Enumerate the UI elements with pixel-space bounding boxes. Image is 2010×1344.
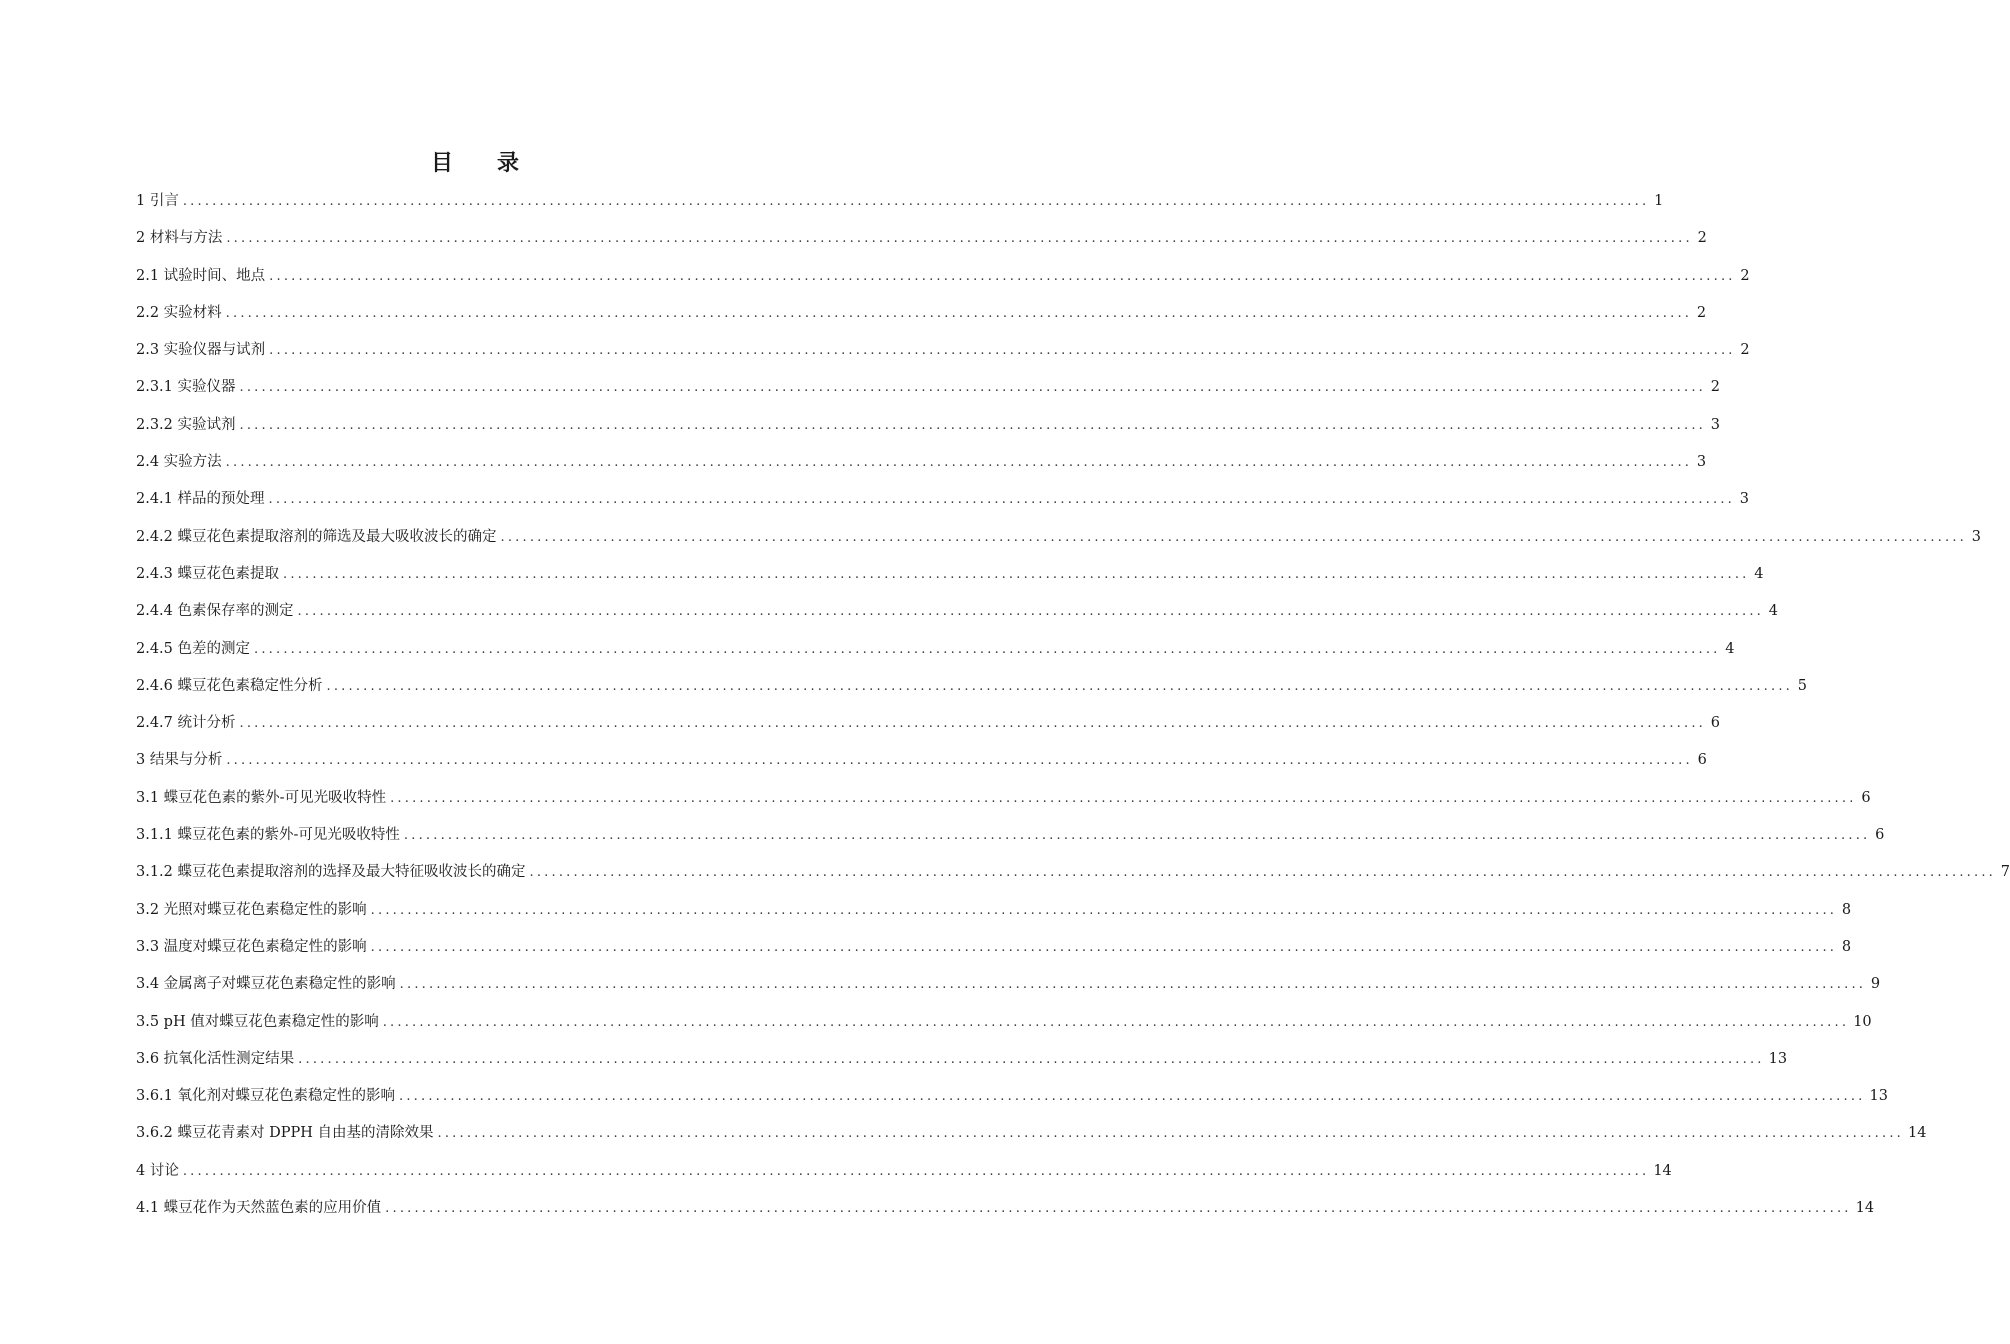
toc-entry[interactable] bbox=[136, 302, 1707, 339]
toc-entry-label: 2.4.3 蝶豆花色素提取 bbox=[136, 565, 280, 582]
toc-dot-leader: ........................................................................................................................................................................................................ bbox=[298, 1051, 1765, 1067]
toc-entry-label: 3.6.2 蝶豆花青素对 DPPH 自由基的清除效果 bbox=[136, 1125, 434, 1142]
toc-entry-label: 2.3.1 实验仪器 bbox=[136, 379, 236, 396]
toc-dot-leader: ........................................................................................................................................................................................................ bbox=[239, 716, 1706, 732]
toc-entry-page-number: 14 bbox=[1907, 1125, 1927, 1142]
toc-entry-page-number: 7 bbox=[2000, 864, 2010, 881]
toc-dot-leader: ........................................................................................................................................................................................................ bbox=[239, 380, 1706, 396]
toc-entry-label: 3.2 光照对蝶豆花色素稳定性的影响 bbox=[136, 901, 367, 918]
toc-entry-label: 2.1 试验时间、地点 bbox=[136, 267, 266, 284]
toc-entry-page-number: 14 bbox=[1653, 1162, 1672, 1179]
toc-dot-leader: ........................................................................................................................................................................................................ bbox=[254, 641, 1721, 657]
toc-dot-leader: ........................................................................................................................................................................................................ bbox=[326, 678, 1793, 694]
toc-entry[interactable] bbox=[136, 563, 1764, 600]
toc-entry-page-number: 6 bbox=[1861, 789, 1871, 806]
toc-entry-label: 3.1.2 蝶豆花色素提取溶剂的选择及最大特征吸收波长的确定 bbox=[136, 864, 526, 881]
toc-dot-leader: ........................................................................................................................................................................................................ bbox=[403, 828, 1871, 844]
table-of-contents bbox=[136, 190, 2010, 1234]
toc-entry[interactable] bbox=[136, 526, 1981, 563]
toc-entry-page-number: 5 bbox=[1797, 677, 1807, 694]
toc-entry-page-number: 4 bbox=[1725, 640, 1735, 657]
toc-entry-page-number: 14 bbox=[1855, 1200, 1875, 1217]
toc-entry[interactable] bbox=[136, 749, 1707, 786]
toc-entry[interactable] bbox=[136, 190, 1664, 227]
toc-entry-page-number: 10 bbox=[1853, 1013, 1872, 1030]
toc-entry-label: 2.4.1 样品的预处理 bbox=[136, 491, 265, 508]
toc-entry-page-number: 4 bbox=[1768, 603, 1778, 620]
toc-entry[interactable] bbox=[136, 787, 1871, 824]
toc-entry-label: 3.6.1 氧化剂对蝶豆花色素稳定性的影响 bbox=[136, 1088, 396, 1105]
toc-entry[interactable] bbox=[136, 414, 1720, 451]
toc-dot-leader: ........................................................................................................................................................................................................ bbox=[390, 790, 1857, 806]
toc-entry[interactable] bbox=[136, 1197, 1875, 1234]
toc-entry[interactable] bbox=[136, 451, 1707, 488]
toc-entry-label: 2 材料与方法 bbox=[136, 230, 223, 247]
toc-entry-label: 2.4.2 蝶豆花色素提取溶剂的筛选及最大吸收波长的确定 bbox=[136, 528, 497, 545]
toc-dot-leader: ........................................................................................................................................................................................................ bbox=[399, 1089, 1866, 1105]
toc-entry-label: 2.4 实验方法 bbox=[136, 454, 222, 471]
toc-entry-label: 3.3 温度对蝶豆花色素稳定性的影响 bbox=[136, 938, 367, 955]
toc-entry-page-number: 1 bbox=[1654, 193, 1664, 209]
toc-entry-label: 2.4.7 统计分析 bbox=[136, 715, 236, 732]
toc-entry-label: 4.1 蝶豆花作为天然蓝色素的应用价值 bbox=[136, 1200, 382, 1217]
toc-entry-page-number: 2 bbox=[1710, 379, 1720, 396]
toc-entry[interactable] bbox=[136, 227, 1707, 264]
toc-entry-page-number: 13 bbox=[1869, 1088, 1888, 1105]
toc-entry-page-number: 4 bbox=[1754, 565, 1764, 582]
toc-entry-page-number: 2 bbox=[1696, 304, 1707, 321]
toc-entry-page-number: 6 bbox=[1875, 827, 1885, 844]
toc-dot-leader: ........................................................................................................................................................................................................ bbox=[382, 1014, 1850, 1030]
toc-entry-label: 3.4 金属离子对蝶豆花色素稳定性的影响 bbox=[136, 976, 396, 993]
toc-entry-page-number: 9 bbox=[1870, 976, 1881, 993]
toc-entry-label: 2.3.2 实验试剂 bbox=[136, 416, 236, 433]
toc-entry[interactable] bbox=[136, 638, 1735, 675]
toc-entry-label: 3.5 pH 值对蝶豆花色素稳定性的影响 bbox=[136, 1013, 379, 1030]
toc-entry-label: 3.1.1 蝶豆花色素的紫外-可见光吸收特性 bbox=[136, 827, 400, 844]
toc-entry[interactable] bbox=[136, 1085, 1888, 1122]
toc-entry-page-number: 6 bbox=[1710, 715, 1720, 732]
toc-dot-leader: ........................................................................................................................................................................................................ bbox=[182, 1163, 1650, 1179]
toc-entry[interactable] bbox=[136, 1048, 1788, 1085]
toc-entry-page-number: 8 bbox=[1841, 901, 1852, 918]
toc-entry-label: 2.3 实验仪器与试剂 bbox=[136, 342, 266, 359]
toc-dot-leader: ........................................................................................................................................................................................................ bbox=[385, 1201, 1852, 1217]
toc-entry-page-number: 2 bbox=[1740, 342, 1750, 359]
toc-dot-leader: ........................................................................................................................................................................................................ bbox=[437, 1126, 1904, 1142]
toc-entry-label: 4 讨论 bbox=[136, 1162, 179, 1179]
toc-dot-leader: ........................................................................................................................................................................................................ bbox=[268, 492, 1735, 508]
toc-title-char-2: 录 bbox=[497, 151, 520, 176]
toc-dot-leader: ........................................................................................................................................................................................................ bbox=[225, 305, 1693, 321]
toc-dot-leader: ........................................................................................................................................................................................................ bbox=[370, 939, 1838, 955]
toc-entry-page-number: 13 bbox=[1768, 1050, 1788, 1067]
toc-entry[interactable] bbox=[136, 1160, 1672, 1197]
toc-entry-label: 2.4.6 蝶豆花色素稳定性分析 bbox=[136, 677, 323, 694]
toc-entry[interactable] bbox=[136, 339, 1750, 376]
toc-dot-leader: ........................................................................................................................................................................................................ bbox=[226, 231, 1693, 247]
toc-entry-page-number: 2 bbox=[1697, 230, 1707, 247]
toc-dot-leader: ........................................................................................................................................................................................................ bbox=[225, 455, 1693, 471]
toc-entry-page-number: 3 bbox=[1971, 528, 1981, 545]
toc-dot-leader: ........................................................................................................................................................................................................ bbox=[226, 753, 1693, 769]
toc-entry-page-number: 8 bbox=[1841, 938, 1852, 955]
toc-entry[interactable] bbox=[136, 488, 1749, 525]
toc-entry[interactable] bbox=[136, 675, 1807, 712]
toc-entry-label: 3.1 蝶豆花色素的紫外-可见光吸收特性 bbox=[136, 789, 387, 806]
toc-entry[interactable] bbox=[136, 936, 1852, 973]
toc-entry-page-number: 2 bbox=[1740, 267, 1750, 284]
toc-entry-label: 2.2 实验材料 bbox=[136, 304, 222, 321]
toc-dot-leader: ........................................................................................................................................................................................................ bbox=[269, 343, 1736, 359]
toc-dot-leader: ........................................................................................................................................................................................................ bbox=[269, 268, 1736, 284]
toc-entry[interactable] bbox=[136, 824, 1885, 861]
toc-entry-label: 2.4.4 色素保存率的测定 bbox=[136, 603, 294, 620]
toc-entry-page-number: 3 bbox=[1739, 491, 1749, 508]
toc-entry[interactable] bbox=[136, 1011, 1872, 1048]
toc-entry-page-number: 3 bbox=[1710, 416, 1720, 433]
toc-entry[interactable] bbox=[136, 600, 1778, 637]
toc-entry-page-number: 6 bbox=[1697, 752, 1707, 769]
toc-entry-label: 3.6 抗氧化活性测定结果 bbox=[136, 1050, 295, 1067]
toc-entry-label: 2.4.5 色差的测定 bbox=[136, 640, 251, 657]
toc-title-char-1: 目 bbox=[430, 151, 453, 176]
toc-dot-leader: ........................................................................................................................................................................................................ bbox=[283, 566, 1750, 582]
toc-dot-leader: ........................................................................................................................................................................................................ bbox=[182, 194, 1650, 209]
toc-entry[interactable] bbox=[136, 376, 1720, 413]
toc-dot-leader: ........................................................................................................................................................................................................ bbox=[500, 529, 1967, 545]
toc-entry[interactable] bbox=[136, 973, 1881, 1010]
toc-entry-label: 1 引言 bbox=[136, 193, 179, 209]
toc-entry[interactable] bbox=[136, 712, 1720, 749]
toc-entry[interactable] bbox=[136, 265, 1750, 302]
toc-entry[interactable] bbox=[136, 899, 1852, 936]
toc-dot-leader: ........................................................................................................................................................................................................ bbox=[239, 417, 1706, 433]
toc-entry-label: 3 结果与分析 bbox=[136, 752, 223, 769]
toc-entry-page-number: 3 bbox=[1696, 454, 1707, 471]
toc-title bbox=[0, 146, 950, 177]
toc-dot-leader: ........................................................................................................................................................................................................ bbox=[370, 902, 1838, 918]
toc-entry[interactable] bbox=[136, 861, 2010, 898]
toc-dot-leader: ........................................................................................................................................................................................................ bbox=[399, 977, 1867, 993]
toc-dot-leader: ........................................................................................................................................................................................................ bbox=[297, 604, 1764, 620]
toc-dot-leader: ........................................................................................................................................................................................................ bbox=[529, 865, 1996, 881]
toc-entry[interactable] bbox=[136, 1122, 1927, 1159]
